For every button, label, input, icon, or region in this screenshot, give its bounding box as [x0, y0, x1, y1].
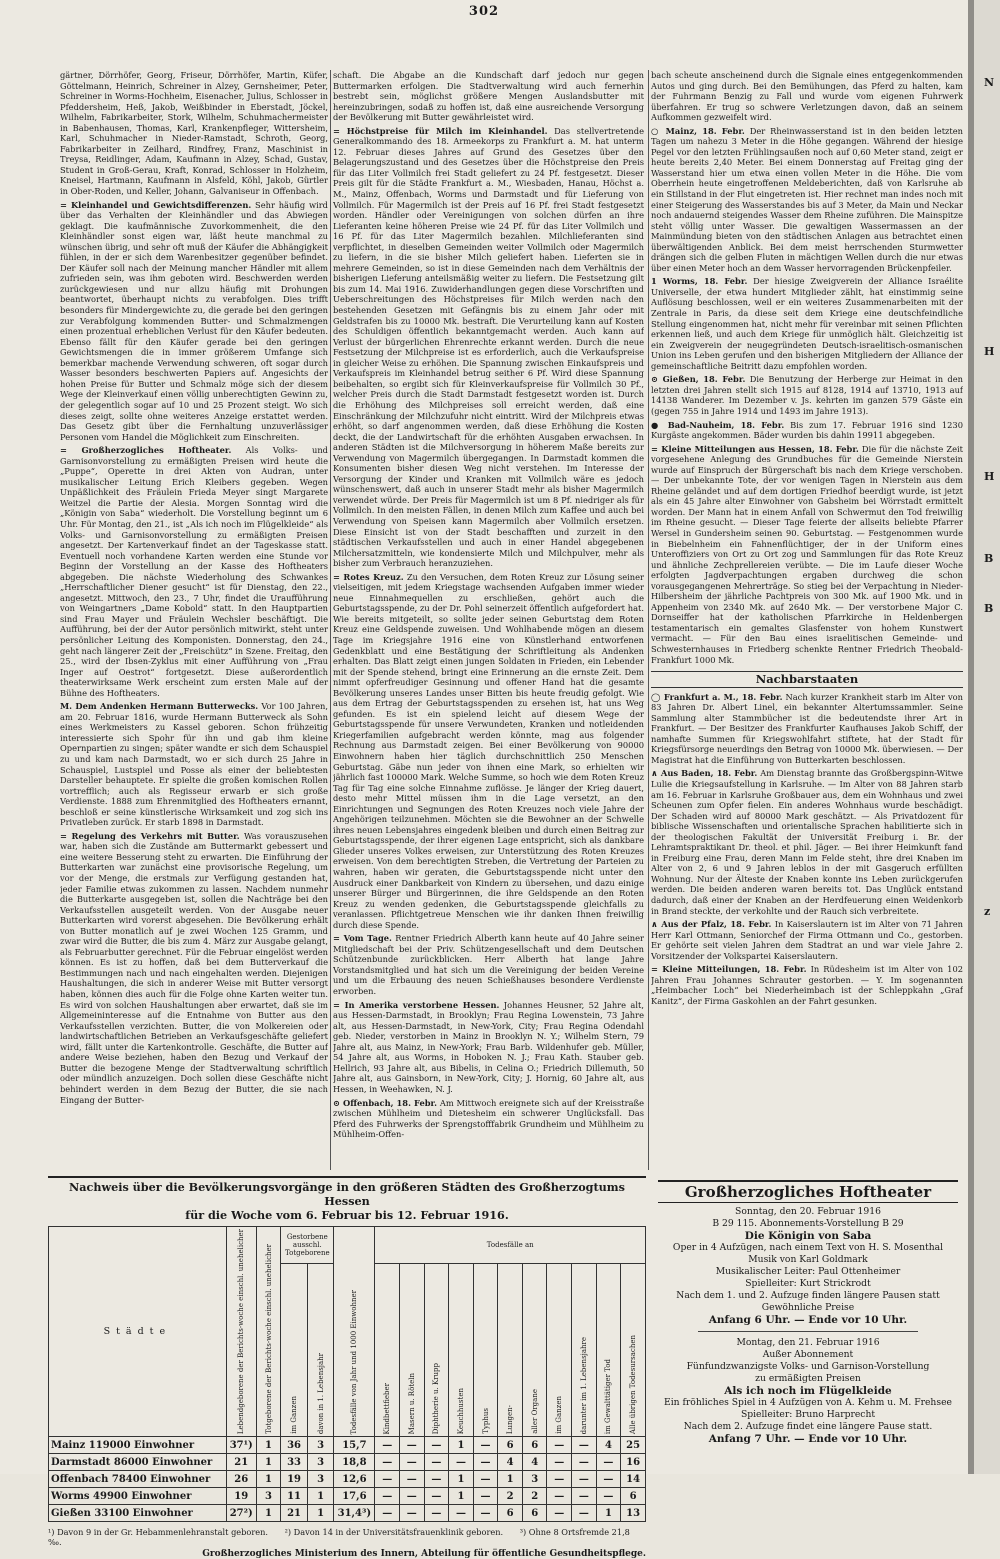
article-text: Sehr häufig wird über das Verhalten der Kleinhändler und das Abwiegen geklagt. Die kaufmännische Zuvorkommenheit, die den Kleinhändler sonst eigen war, läßt heute manchmal zu wünschen übrig, und sehr oft muß der Käufer die Abhängigkeit fühlen, in der er sich dem Warenbesitzer gegenüber befindet. Der Käufer soll nach der Meinung mancher Händler mit allem zufrieden sein, was ihm geboten wird. Beschwerden werden zurückgewiesen und nur allzu häufig mit Drohungen beantwortet, überhaupt nichts zu verabfolgen. Dies trifft besonders für Mindergewichte zu, die gerade bei den geringen zur Verabfolgung kommenden Butter- und Schmalzmengen einen prozentual erheblichen Verlust für den Käufer bedeuten. Ebenso fällt für den Käufer gerade bei den geringen Gewichtsmengen die in immer größerem Umfange sich bemerkbar machende Verwendung schweren, oft sogar durch Wasser besonders beschwerten Papiers auf. Angesichts der hohen Preise für Butter und Schmalz möge sich der diesem Wege der Kleinverkauf einen völlig unberechtigten Gewinn zu, der gelegentlich sogar auf 10 und 25 Prozent steigt. Wo sich dieses zeigt, sollte ohne weiteres Anzeige erstattet werden. Das Gesetz gibt über die Fernhaltung unzuverlässiger Personen vom Handel die Möglichkeit zum Einschreiten.: [60, 199, 328, 442]
ad-play-2-desc: Ein fröhliches Spiel in 4 Aufzügen von A. Kehm u. M. Frehsee: [664, 1397, 952, 1408]
article-lead: ○ Mainz, 18. Febr.: [651, 125, 745, 136]
table-cell: 19: [281, 1471, 308, 1488]
table-header-row: [49, 1227, 646, 1264]
article-paragraph: [333, 70, 644, 123]
table-cell: —: [547, 1454, 572, 1471]
table-cell: 6: [498, 1437, 523, 1454]
adjacent-page-edge: [968, 0, 1000, 1474]
column-header-label: darunter im 1. Lebensjahre: [579, 1336, 588, 1435]
edge-letter: H: [984, 345, 995, 358]
city-cell: Gießen 33100 Einwohner: [49, 1505, 227, 1522]
ad-play-1-music: Musik von Karl Goldmark: [748, 1254, 868, 1265]
population-statistics: [48, 1176, 646, 1559]
table-cell: —: [473, 1471, 498, 1488]
table-cell: 16: [621, 1454, 646, 1471]
table-cell: —: [400, 1437, 425, 1454]
article-text: Vor 100 Jahren, am 20. Februar 1816, wurde Hermann Butterweck als Sohn eines Werkmeisters zu Kassel geboren. Schon frühzeitig interessierte sich Spohr für ihn und gab ihm kleine Opernpartien zu singen; später wandte er sich dem Schauspiel zu und kam nach Darmstadt, wo er sich durch 25 Jahre in Schauspiel, Lustspiel und Posse als einer der beliebtesten Darsteller behauptete. Er spielte die großen komischen Rollen vortrefflich; auch als Regisseur erwarb er sich große Verdienste. 1888 zum Ehrenmitglied des Hoftheaters ernannt, beschloß er seine künstlerische Wirksamkeit und zog sich ins Privatleben zurück. Er starb 1898 in Darmstadt.: [60, 701, 328, 828]
article-text: Am Mittwoch ereignete sich auf der Kreisstraße zwischen Mühlheim und Dietesheim ein schwerer Unglücksfall. Das Pferd des Fuhrwerks der Sprengstofffabrik Grundheim und Mühlheim zu Mühlheim-Offen-: [333, 1097, 644, 1140]
column-divider: [648, 70, 649, 1170]
table-cell: —: [375, 1437, 400, 1454]
article-paragraph: [60, 445, 328, 698]
article-lead: = Kleine Mitteilungen aus Hessen, 18. Febr.: [651, 443, 859, 454]
deaths-group-header: Gestorbene ausschl. Totgeborene: [281, 1227, 334, 1264]
ad-play-2-kind: Fünfundzwanzigste Volks- und Garnison-Vorstellung: [686, 1361, 930, 1372]
table-cell: 26: [226, 1471, 256, 1488]
ad-play-1-title: Die Königin von Saba: [744, 1230, 872, 1242]
article-text: Der hiesige Zweigverein der Alliance Israélite Universelle, der etwa hundert Mitglieder zählt, hat einstimmig seine Auflösung beschlossen, weil er ein weiteres Zusammenarbeiten mit der Zentrale in Paris, da diese seit dem Kriege eine deutschfeindliche Stellung eingenommen hat, nicht mehr für vereinbar mit seinen Pflichten erkennen ließ, und auch dem Kriege für unmöglich hält. Gleichzeitig ist ein Zweigverein der neugegründeten Deutsch-israelitisch-osmanischen Union ins Leben gerufen und den bisherigen Mitgliedern der Alliance der gemeinschaftliche Beitritt dazu empfohlen worden.: [651, 276, 963, 371]
table-title: [48, 1176, 646, 1222]
table-cell: —: [424, 1437, 449, 1454]
ad-play-1-pauses: Nach dem 1. und 2. Aufzuge finden längere Pausen statt: [676, 1290, 940, 1301]
article-paragraph: [651, 420, 963, 441]
column-header-label: Alle übrigen Todesursachen: [629, 1335, 638, 1435]
table-cell: —: [424, 1471, 449, 1488]
page-number: 302: [468, 4, 500, 19]
article-lead: ∧ Aus Baden, 18. Febr.: [651, 768, 758, 779]
article-text: bach scheute anscheinend durch die Signale eines entgegenkommenden Autos und ging durch. Bei den Bemühungen, das Pferd zu halten, kam der Fuhrmann Benzig zu Fall und wurde vom eigenen Fuhrwerk überfahren. Er trug so schwere Verletzungen davon, daß an seinem Aufkommen gezweifelt wird.: [651, 70, 963, 123]
article-text: Die für die nächste Zeit vorgesehene Anlegung des Grundbuches für die Gemeinde Nierstein wurde auf Einspruch der Bürgerschaft bis nach dem Kriege verschoben. — Der unbekannte Tote, der vor wenigen Tagen in Nierstein aus dem Rheine geländet und auf dem dortigen Friedhof beerdigt wurde, ist jetzt als ein 45 Jahre alter Einwohner von Gabsheim bei Wörrstadt ermittelt worden. Der Mann hat in einem Anfall von Schwermut den Tod freiwillig im Rheine gesucht. — Dieser Tage feierte der allseits beliebte Pfarrer Wersel in Gundersheim seinen 90. Geburtstag. — Festgenommen wurde in Biebelnheim ein Fahnenflüchtiger, der in der Uniform eines Unteroffiziers von Ort zu Ort zog und Sammlungen für das Rote Kreuz und ähnliche Zechprellereien verübte. — Die im Laufe dieser Woche erfolgten Jagdverpachtungen ergaben durchweg die schon vorausgegangenen Mehrerträge. So stieg bei der Verpachtung in Nieder-Hilbersheim der jährliche Pachtpreis von 300 Mk. auf 1900 Mk. und in Appenheim von 2340 Mk. auf 2640 Mk. — Der verstorbene Major C. Dornseiffer hat der katholischen Pfarrkirche in Heldenbergen testamentarisch ein gemaltes Glasfenster von hohem Kunstwert vermacht. — Für den Bau eines israelitischen Gemeinde- und Schwesternhauses in Friedberg schenkte Rentner Friedrich Theobald-Frankfurt 1000 Mk.: [651, 443, 963, 665]
article-lead: = In Amerika verstorbene Hessen.: [333, 999, 500, 1010]
footnote-3: ³) Ohne 8 Ortsfremde 21,8 ‰.: [48, 1527, 630, 1548]
city-cell: Offenbach 78400 Einwohner: [49, 1471, 227, 1488]
column-header: [498, 1264, 523, 1437]
column-1: [60, 70, 328, 1178]
table-row: [49, 1488, 646, 1505]
table-cell: 11: [281, 1488, 308, 1505]
table-signature: Großherzogliches Ministerium des Innern, Abteilung für öffentliche Gesundheitspflege.: [202, 1549, 646, 1559]
column-header: [572, 1264, 597, 1437]
table-title-line-1: Nachweis über die Bevölkerungsvorgänge in den größeren Städten des Großherzogtums Hessen: [69, 1180, 625, 1208]
article-lead: = Kleine Mitteilungen, 18. Febr.: [651, 964, 807, 975]
table-cell: —: [572, 1437, 597, 1454]
table-cell: 6: [522, 1505, 547, 1522]
article-paragraph: [651, 768, 963, 916]
table-cell: 6: [621, 1488, 646, 1505]
article-lead: = Vom Tage.: [333, 933, 392, 944]
table-cell: —: [572, 1488, 597, 1505]
column-header-label: davon in 1. Lebensjahr: [316, 1353, 325, 1435]
table-cell: 17,6: [334, 1488, 375, 1505]
column-divider: [330, 70, 331, 1170]
table-cell: 4: [522, 1454, 547, 1471]
article-lead: ⊙ Offenbach, 18. Febr.: [333, 1097, 438, 1108]
table-cell: —: [572, 1454, 597, 1471]
table-cell: —: [473, 1488, 498, 1505]
article-text: In Rüdesheim ist im Alter von 102 Jahren Frau Johannes Schrauter gestorben. — Y. Im sogenannten „Heimbacher Loch“ bei Niederheimbach ist der Schleppkahn „Graf Kanitz“, der Firma Gaskohlen an der Fahrt gesunken.: [651, 964, 963, 1006]
table-cell: 27²): [226, 1505, 256, 1522]
article-paragraph: [333, 1000, 644, 1095]
ad-subscription: B 29 115. Abonnements-Vorstellung B 29: [712, 1218, 904, 1229]
article-text: Die Benutzung der Herberge zur Heimat in den letzten drei Jahren stellt sich 1915 auf 8128, 1914 auf 13710, 1913 auf 14138 Wanderer. Im Dezember v. Js. kehrten im ganzen 579 Gäste ein (gegen 755 in Jahre 1914 und 1493 im Jahre 1913).: [651, 374, 963, 416]
table-row: [49, 1454, 646, 1471]
table-cell: 1: [256, 1454, 281, 1471]
table-cell: 37¹): [226, 1437, 256, 1454]
column-header: [424, 1264, 449, 1437]
ad-play-1-time: Anfang 6 Uhr. — Ende vor 10 Uhr.: [708, 1314, 908, 1326]
edge-letter: B: [984, 602, 994, 615]
article-lead: = Kleinhandel und Gewichtsdifferenzen.: [60, 199, 252, 210]
column-header-label: Diphtherie u. Krupp: [432, 1362, 441, 1435]
city-cell: Darmstadt 86000 Einwohner: [49, 1454, 227, 1471]
edge-letter: B: [984, 552, 994, 565]
ad-date-2: Montag, den 21. Februar 1916: [736, 1337, 880, 1348]
article-paragraph: [60, 200, 328, 443]
table-cell: 14: [621, 1471, 646, 1488]
column-header: [307, 1264, 334, 1437]
column-header-label: Keuchhusten: [456, 1387, 465, 1435]
city-header: Städte: [49, 1227, 227, 1437]
article-paragraph: [651, 70, 963, 123]
column-header-label: Todesfälle von Jahr und 1000 Einwohner: [350, 1289, 359, 1435]
table-cell: —: [547, 1437, 572, 1454]
statistics-table: [48, 1226, 646, 1522]
column-header: [400, 1264, 425, 1437]
table-cell: 6: [522, 1437, 547, 1454]
article-paragraph: [651, 964, 963, 1006]
column-header-label: Kindbettfieber: [383, 1382, 392, 1435]
article-lead: ● Bad-Nauheim, 18. Febr.: [651, 419, 785, 430]
table-cell: 18,8: [334, 1454, 375, 1471]
edge-letter: N: [984, 76, 995, 89]
ad-play-2-pauses: Nach dem 2. Aufzuge findet eine längere Pause statt.: [683, 1421, 933, 1432]
city-cell: Mainz 119000 Einwohner: [49, 1437, 227, 1454]
ad-play-2-prices: zu ermäßigten Preisen: [755, 1373, 861, 1384]
table-cell: —: [596, 1471, 621, 1488]
column-header: [522, 1264, 547, 1437]
table-cell: 19: [226, 1488, 256, 1505]
column-header: [473, 1264, 498, 1437]
article-text: Am Dienstag brannte das Großbergspinn-Witwe Lulie die Kriegsaufstellung in Karlsruhe. — Im Alter von 88 Jahren starb am 16. Februar in Karlsruhe Großbauer aus, dem ein Wohnhaus und zwei Scheunen zum Opfer fielen. Ein anderes Wohnhaus wurde beschädigt. Der Schaden wird auf 80000 Mark geschätzt. — Als Privatdozent für biblische Wissenschaften und orientalische Sprachen habilitierte sich in der theologischen Fakultät der Universität Freiburg i. Br. der Lehramtspraktikant Dr. theol. et phil. Jäger. — Bei ihrer Heimkunft fand in Freiburg eine Frau, deren Mann im Felde steht, ihre drei Knaben im Alter von 2, 6 und 9 Jahren leblos in der mit Gasgeruch erfüllten Wohnung. Nur der Älteste der Knaben konnte ins Leben zurückgerufen werden. Die beiden anderen waren bereits tot. Das Unglück entstand dadurch, daß einer der Knaben an der Herdfeuerung einen Weidenkorb in Brand steckte, der verkohlte und der Rauch sich verbreitete.: [651, 768, 963, 916]
article-paragraph: [60, 701, 328, 828]
article-lead: = Höchstpreise für Milch im Kleinhandel.: [333, 125, 548, 136]
ad-divider: [698, 1331, 918, 1332]
column-header: [256, 1227, 281, 1437]
table-cell: 4: [498, 1454, 523, 1471]
table-cell: 1: [498, 1471, 523, 1488]
edge-letter: H: [984, 470, 995, 483]
column-header-label: Lungen-: [506, 1405, 515, 1435]
column-3: [651, 70, 963, 1178]
table-cell: 1: [449, 1471, 474, 1488]
adjacent-page: [974, 0, 1000, 1474]
article-lead: ⊙ Gießen, 18. Febr.: [651, 374, 746, 385]
column-2: [333, 70, 644, 1178]
table-cell: 3: [522, 1471, 547, 1488]
article-paragraph: [651, 374, 963, 416]
column-header: [334, 1227, 375, 1437]
article-text: Der Rheinwasserstand ist in den beiden letzten Tagen um nahezu 3 Meter in die Höhe gegangen. Während der hiesige Pegel vor den letzten Frühlingsaußen noch auf 0,60 Meter stand, zeigt er heute bereits 2,40 Meter. Bei einem Donnerstag auf Freitag ging der Wasserstand hier um etwa einen vollen Meter in die Höhe. Die vom Oberrhein heute eingetroffenen Meldeberichten, daß von Karlsruhe ab ein Stillstand in der Flut eingetreten ist. Hier rechnet man indes noch mit einer Steigerung des Wasserstandes bis auf 3 Meter, da Main und Neckar noch andauernd steigendes Wasser dem Rheine zuführen. Die Mainspitze steht völlig unter Wasser. Die gewaltigen Wassermassen an der Mainmündung bieten von den städtischen Anlagen aus betrachtet einen überwältigenden Anblick. Bei dem meist herrschenden Sturmwetter drängen sich die gelben Fluten in mächtigen Wellen durch die nur etwas über einen Meter hoch an dem Wasser hervorragenden Brückenpfeiler.: [651, 125, 963, 273]
table-cell: 36: [281, 1437, 308, 1454]
table-cell: 6: [498, 1505, 523, 1522]
section-heading: Nachbarstaaten: [651, 671, 963, 688]
table-cell: 21: [281, 1505, 308, 1522]
article-paragraph: [651, 692, 963, 766]
ad-extra: Außer Abonnement: [762, 1349, 854, 1360]
table-cell: 1: [307, 1505, 334, 1522]
article-lead: 1 Worms, 18. Febr.: [651, 276, 748, 287]
article-text: Das stellvertretende Generalkommando des 18. Armeekorps zu Frankfurt a. M. hat unterm 12. Februar dieses Jahres auf Grund des Gesetzes über den Belagerungszustand und des Gesetzes über die Höchstpreise den Preis für das Liter Vollmilch frei Stadt geliefert zu 24 Pf. festgesetzt. Dieser Preis gilt für die Städte Frankfurt a. M., Wiesbaden, Hanau, Höchst a. M., Mainz, Offenbach, Worms und Darmstadt und für Lieferung von Vollmilch. Für Magermilch ist der Preis auf 16 Pf. frei Stadt festgesetzt worden. Händler oder Vereinigungen von solchen dürfen an ihre Lieferanten keine höheren Preise wie 24 Pf. für das Liter Vollmilch und 16 Pf. für das Liter Magermilch bezahlen. Milchlieferanten sind verpflichtet, in dieselben Gemeinden weiter Vollmilch oder Magermilch zu liefern, in die sie bisher Milch geliefert haben. Lieferten sie in mehrere Gemeinden, so ist in diese Gemeinden nach dem Verhältnis der bisherigen Lieferung anteilsmäßig weiter zu liefern. Die Festsetzung gilt bis zum 14. Mai 1916. Zuwiderhandlungen gegen diese Vorschriften und Ueberschreitungen des Höchstpreises für Milch werden nach den bestehenden Gesetzen mit Gefängnis bis zu einem Jahr oder mit Geldstrafen bis zu 10000 Mk. bestraft. Die Verurteilung kann auf Kosten des Schuldigen öffentlich bekanntgemacht werden. Auch kann auf Verlust der bürgerlichen Ehrenrechte erkannt werden. Durch die neue Festsetzung der Milchpreise ist es erforderlich, auch die Verkaufspreise in gleicher Weise zu erhöhen. Die Spannung zwischen Einkaufspreis und Verkaufspreis im Kleinhandel betrug seither 6 Pf. Wird diese Spannung beibehalten, so ergibt sich für Kleinverkaufspreise für Vollmilch 30 Pf., welcher Preis durch die Stadt Darmstadt festgesetzt worden ist. Durch die Erhöhung des Milchpreises soll erreicht werden, daß eine Einschränkung der Milchzufuhr nicht eintritt. Wird der Milchpreis etwas erhöht, so darf angenommen werden, daß diese Erhöhung die Kosten deckt, die der Landwirtschaft für die erhöhten Ausgaben erwachsen. In anderen Städten ist die Milchversorgung in höherem Maße bereits zur Verwendung von Magermilch übergegangen. In Darmstadt kommen die Konsumenten bisher diesen Weg nicht verstehen. Im Interesse der Versorgung der Kinder und Kranken mit Vollmilch wäre es jedoch wünschenswert, daß auch in unserer Stadt mehr als bisher Magermilch verwendet würde. Der Preis für Magermilch ist um 8 Pf. niedriger als für Vollmilch. In den meisten Fällen, in denen Milch zum Kaffee und auch bei Verwendung von Speisen kann Magermilch aber Vollmilch ersetzen. Diese Einsicht ist von der Stadt beschafften und zurzeit in den städtischen Verkaufsstellen und auch in einer Handel abgegebenen Milchersatzmitteln, wie kondensierte Milch und Milchpulver, mehr als bisher zum Verbrauch heranzuziehen.: [333, 125, 644, 569]
table-cell: —: [473, 1437, 498, 1454]
column-header: [281, 1264, 308, 1437]
table-footnotes: [48, 1527, 646, 1547]
table-cell: —: [572, 1471, 597, 1488]
article-text: Johannes Heusner, 52 Jahre alt, aus Hessen-Darmstadt, in Brooklyn; Frau Regina Lowenstein, 73 Jahre alt, aus Hessen-Darmstadt, in New-York, City; Frau Regina Odendahl geb. Nieder, verstorben in Mainz in Brooklyn N. Y.; Wilhelm Stern, 79 Jahre alt, aus Mainz, in New-York; Frau Barb. Wildenhufer geb. Müller, 54 Jahre alt, aus Worms, in Hoboken N. J.; Frau Kath. Stauber geb. Hellrich, 93 Jahre alt, aus Bibelis, in Celina O.; Friedrich Dillemuth, 50 Jahre alt, aus Gainsborn, in New-York, City; J. Hornig, 60 Jahre alt, aus Hessen, in Weehawken, N. J.: [333, 999, 644, 1094]
footnote-2: ²) Davon 14 in der Universitätsfrauenklinik geboren.: [284, 1527, 504, 1538]
table-cell: —: [596, 1454, 621, 1471]
article-text: Rentner Friedrich Alberth kann heute auf 40 Jahre seiner Mitgliedschaft bei der Priv. Schützengesellschaft und dem Deutschen Schützenbunde zurückblicken. Herr Alberth hat lange Jahre Vorstandsmitglied und hat sich um die Vereinigung der beiden Vereine und um die Erbauung des neuen Schießhauses besondere Verdienste erworben.: [333, 933, 644, 997]
ad-play-1-conductor: Musikalischer Leiter: Paul Ottenheimer: [715, 1266, 901, 1277]
table-cell: —: [400, 1454, 425, 1471]
ad-title: Großherzogliches Hoftheater: [658, 1182, 958, 1203]
table-cell: 25: [621, 1437, 646, 1454]
table-cell: —: [400, 1471, 425, 1488]
ad-date-1: Sonntag, den 20. Februar 1916: [735, 1206, 881, 1217]
article-paragraph: [333, 933, 644, 996]
column-header: [547, 1264, 572, 1437]
article-paragraph: [651, 444, 963, 665]
table-cell: 1: [596, 1505, 621, 1522]
edge-letter: z: [984, 905, 991, 918]
article-lead: ◯ Frankfurt a. M., 18. Febr.: [651, 691, 783, 702]
table-cell: —: [547, 1471, 572, 1488]
table-cell: 1: [449, 1488, 474, 1505]
article-text: Was vorauszusehen war, haben sich die Zustände am Buttermarkt gebessert und eine weitere Besserung steht zu erwarten. Die Einführung der Butterkarten war zunächst eine provisorische Regelung, um vor der Menge, die erstmals zur Verfügung gestanden hat, jeder Familie etwas zukommen zu lassen. Nachdem nunmehr die Butterkarte ausgegeben ist, sollen die Nachträge bei den Verkaufsstellen ausgeteilt werden. Von der Ausgabe neuer Butterkarten wird vorerst abgesehen. Die Bevölkerung erhält von Butter monatlich auf je zwei Wochen 125 Gramm, und zwar wird die Butter, die bis zum 4. März zur Ausgabe gelangt, als Februarbutter gerechnet. Für die Februar eingelöst werden können. Es ist zu hoffen, daß bei dem Butterverkauf die Bestimmungen nach und nach eingehalten werden. Diejenigen Haushaltungen, die sich in anderer Weise mit Butter versorgt haben, können dies auch für die Folge ohne Karten weiter tun. Es wird von solchen Haushaltungen aber erwartet, daß sie im Allgemeininteresse auf die Entnahme von Butter aus den Verkaufsstellen verzichten. Butter, die von Molkereien oder landwirtschaftlichen Betrieben an Verkaufsgeschäfte geliefert wird, fällt unter die Kartenkontrolle. Geschäfte, die Butter auf andere Weise beziehen, haben den Bezug und Verkauf der Butter die bezogene Menge der Stadtverwaltung schriftlich oder mündlich anzuzeigen. Doch sollen diese Geschäfte nicht behindert werden in dem Bezug der Butter, die sie nach Eingang der Butter-: [60, 830, 328, 1105]
table-cell: 1: [256, 1505, 281, 1522]
table-row: [49, 1505, 646, 1522]
table-cell: —: [400, 1488, 425, 1505]
table-cell: 4: [596, 1437, 621, 1454]
article-text: Bis zum 17. Februar 1916 sind 1230 Kurgäste angekommen. Bäder wurden bis dahin 19911 abgegeben.: [651, 419, 963, 441]
article-paragraph: [333, 126, 644, 569]
table-cell: 1: [449, 1437, 474, 1454]
column-header-label: Masern u. Röteln: [407, 1372, 416, 1435]
article-text: schaft. Die Abgabe an die Kundschaft darf jedoch nur gegen Buttermarken erfolgen. Die Stadtverwaltung wird auch fernerhin bestrebt sein, möglichst größere Mengen Auslandsbutter mit hereinzubringen, sodaß zu hoffen ist, daß eine ausreichende Versorgung der Bevölkerung mit Butter gewährleistet wird.: [333, 70, 644, 123]
column-header-label: im Ganzen: [290, 1396, 299, 1435]
table-cell: —: [424, 1488, 449, 1505]
column-header-label: im Ganzen: [555, 1396, 564, 1435]
article-lead: = Regelung des Verkehrs mit Butter.: [60, 830, 240, 841]
table-cell: 1: [307, 1488, 334, 1505]
theater-advertisement: [658, 1180, 958, 1450]
article-paragraph: [60, 70, 328, 197]
column-header: [596, 1264, 621, 1437]
table-cell: —: [375, 1454, 400, 1471]
table-cell: —: [449, 1505, 474, 1522]
table-cell: —: [424, 1454, 449, 1471]
article-paragraph: [651, 919, 963, 961]
article-paragraph: [651, 276, 963, 371]
footnote-1: ¹) Davon 9 in der Gr. Hebammenlehranstalt geboren.: [48, 1527, 268, 1538]
ad-play-2-time: Anfang 7 Uhr. — Ende vor 10 Uhr.: [708, 1433, 908, 1445]
article-lead: = Großherzogliches Hoftheater.: [60, 445, 232, 456]
table-cell: 3: [307, 1454, 334, 1471]
article-text: gärtner, Dörrhöfer, Georg, Friseur, Dörrhöfer, Martin, Küfer, Göttelmann, Heinrich, Schreiner in Alzey, Gernsheimer, Peter, Schreiner in Worms-Hochheim, Eisenacher, Julius, Schlosser in Pfeddersheim, Heß, Jakob, Weißbinder in Eberstadt, Jöckel, Wilhelm, Fabrikarbeiter, Stork, Wilhelm, Schuhmachermeister in Babenhausen, Thomas, Karl, Krankenpfleger, Wittersheim, Karl, Schuhmacher in Nieder-Ramstadt, Schroth, Georg, Fabrikarbeiter in Zeilhard, Rindfrey, Franz, Maschinist in Treysa, Reidlinger, Adam, Kaufmann in Alzey, Schad, Gustav, Student in Groß-Gerau, Kraft, Konrad, Schlosser in Holzheim, Kneisel, Hartmann, Kaufmann in Alsfeld, Köhl, Jakob, Gürtler in Ober-Roden, und Keller, Johann, Galvaniseur in Offenbach.: [60, 70, 328, 197]
ad-play-2-director: Spielleiter: Bruno Harprecht: [740, 1409, 876, 1420]
article-paragraph: [333, 1098, 644, 1140]
article-lead: M. Dem Andenken Hermann Butterwecks.: [60, 701, 259, 712]
column-header-label: Totgeborene der Berichts-woche einschl. unehelicher: [264, 1244, 273, 1435]
table-cell: 15,7: [334, 1437, 375, 1454]
article-text: Als Volks- und Garnisonvorstellung zu ermäßigten Preisen wird heute die „Puppe“, Operette in drei Akten von Audran, unter musikalischer Leitung Erich Kleibers gegeben. Wegen Unpäßlichkeit des Fräulein Frieda Meyer singt Margarete Weitzel die Partie der Alesia. Morgen Sonntag wird die „Königin von Saba“ wiederholt. Die Vorstellung beginnt um 6 Uhr. Für Montag, den 21., ist „Als ich noch im Flügelkleide“ als Volks- und Garnisonvorstellung zu ermäßigten Preisen angesetzt. Der Kartenverkauf findet an der Tageskasse statt. Eventuell noch vorhandene Karten werden eine Stunde vor Beginn der Vorstellung an der Kasse des Hoftheaters abgegeben. Die nächste Wiederholung des Schwankes „Herrschaftlicher Diener gesucht“ ist für Dienstag, den 22., angesetzt. Mittwoch, den 23., 7 Uhr, findet die Uraufführung von Weingartners „Dame Kobold“ statt. In den Hauptpartien sind Frau Mayer und Fräulein Wechsler beschäftigt. Die Aufführung, bei der der Autor persönlich mitwirkt, steht unter persönlicher Leitung des Komponisten. Donnerstag, den 24., geht nach längerer Zeit der „Freischütz“ in Szene. Freitag, den 25., wird der Ibsen-Zyklus mit einer Aufführung von „Frau Inger auf Oestrot“ fortgesetzt. Diese außerordentlich theaterwirksame Werk erscheint zum ersten Male auf der Bühne des Hoftheaters.: [60, 445, 328, 698]
column-header-label: im Gewalttätiger Tod: [604, 1359, 613, 1435]
article-paragraph: [333, 572, 644, 931]
table-cell: 2: [498, 1488, 523, 1505]
table-row: [49, 1437, 646, 1454]
table-title-line-2: für die Woche vom 6. Februar bis 12. Februar 1916.: [185, 1208, 509, 1222]
table-cell: 12,6: [334, 1471, 375, 1488]
table-cell: 2: [522, 1488, 547, 1505]
article-paragraph: [60, 831, 328, 1105]
table-cell: —: [473, 1454, 498, 1471]
ad-play-2-title: Als ich noch im Flügelkleide: [724, 1385, 892, 1397]
ad-play-1-director: Spielleiter: Kurt Strickrodt: [745, 1278, 871, 1289]
table-row: [49, 1471, 646, 1488]
table-cell: —: [375, 1505, 400, 1522]
article-lead: = Rotes Kreuz.: [333, 571, 404, 582]
table-cell: —: [547, 1488, 572, 1505]
column-header-label: Lebendgeborene der Berichts-woche einschl. unehelicher: [237, 1229, 246, 1435]
ad-play-1-prices: Gewöhnliche Preise: [761, 1302, 855, 1313]
table-cell: 31,4³): [334, 1505, 375, 1522]
article-paragraph: [651, 126, 963, 274]
column-header: [449, 1264, 474, 1437]
table-cell: 1: [256, 1471, 281, 1488]
table-cell: —: [400, 1505, 425, 1522]
column-header: [226, 1227, 256, 1437]
column-header-label: Typhus: [481, 1408, 490, 1435]
table-cell: —: [375, 1471, 400, 1488]
city-cell: Worms 49900 Einwohner: [49, 1488, 227, 1505]
table-cell: 1: [256, 1437, 281, 1454]
table-cell: —: [473, 1505, 498, 1522]
column-header: [621, 1264, 646, 1437]
causes-group-header: Todesfälle an: [375, 1227, 646, 1264]
table-cell: —: [572, 1505, 597, 1522]
table-cell: 13: [621, 1505, 646, 1522]
article-text: In Kaiserslautern ist im Alter von 71 Jahren Herr Karl Ottmann, Seniorchef der Firma Ottmann und Co., gestorben. Er gehörte seit vielen Jahren dem Stadtrat an und war viele Jahre 2. Vorsitzender der Volkspartei Kaiserslautern.: [651, 919, 963, 961]
table-cell: 33: [281, 1454, 308, 1471]
table-cell: —: [449, 1454, 474, 1471]
article-text: Zu den Versuchen, dem Roten Kreuz zur Lösung seiner vielseitigen, mit jedem Kriegstage wachsenden Aufgaben immer wieder neue Einnahmequellen zu erschließen, gehört auch die Geburtstagsspende, zu der Dr. Pohl seinerzeit öffentlich aufgefordert hat. Wie bereits mitgeteilt, so sollte jeder seinen Geburtstag dem Roten Kreuz eine Geldspende zuweisen. Und Wohlhabende mögen an diesem Tage im Kriegsjahre 1916 eine von Künstlerhand entworfenen Gedenkblatt und eine Bestätigung der Schriftleitung als Andenken erhalten. Das Blatt zeigt einen jungen Soldaten in Frieden, ein Lebender mit der Spende stehend, bringt eine Erinnerung an die ernste Zeit. Dem nimmt opferfreudiger Gesinnung und offener Hand hat die gesamte Bevölkerung unseres Landes unser Bitten bis heute freudig gefolgt. Wie aus dem Ertrag der Geburtstagsspenden zu ersehen ist, hat uns Weg gefunden. Es ist ein spielend leicht auf diesem Wege der Geburtstagsspende für unsere Verwundeten, Kranken und notleidenden Kriegerfamilien aufgebracht werden könnte, mag aus folgender Rechnung aus Darmstadt zeigen. Bei einer Bevölkerung von 90000 Einwohnern haben hier täglich durchschnittlich 250 Menschen Geburtstag. Gäbe nun jeder von ihnen eine Mark, so erhielten wir jährlich fast 100000 Mark. Welche Summe, so hoch wie dem Roten Kreuz Tag für Tag eine solche Einnahme zuflösse. Je länger der Krieg dauert, desto mehr Mittel müssen ihm in die Lage versetzt, an den Einrichtungen und Segnungen des Roten Kreuzes noch viele Jahre der Angehörigen teilzunehmen. Möchten sie die Bewohner an der Schwelle ihres neuen Lebensjahres eingedenk bleiben und durch einen Beitrag zur Geburtstagsspende, der ihrer eigenen Lage entspricht, sich als dankbare Glieder unseres Volkes erweisen, zur Unterstützung des Roten Kreuzes erweisen. Von dem berechtigten Streben, die Vertretung der Parteien zu wahren, haben wir geraten, die Geburtstagsspende nicht unter den Ausdruck einer Dankbarkeit von Kindern zu übersehen, und dazu einige unserer Bürger und Bürgerinnen, die ihre Geldspende an den Roten Kreuz zu wenden gedenken, die Geburtstagsspende gleichfalls zu veranlassen. Pflichtgetreue Menschen wie ihr danken Ihnen freiwillig durch diese Spende.: [333, 571, 644, 930]
article-text: Nach kurzer Krankheit starb im Alter von 83 Jahren Dr. Albert Linel, ein bekannter Altertumssammler. Seine Sammlung alter Stammbücher ist die bedeutendste ihrer Art in Frankfurt. — Der Besitzer des Frankfurter Kaufhauses Jakob Schiff, der namhafte Summen für Kriegswohlfahrt stiftete, hat der Stadt für Kriegsfürsorge neuerdings den Betrag von 10000 Mk. überwiesen. — Der Magistrat hat die Einführung von Butterkarten beschlossen.: [651, 691, 963, 765]
table-cell: —: [596, 1488, 621, 1505]
table-cell: 3: [307, 1471, 334, 1488]
column-header-label: aller Organe: [530, 1389, 539, 1435]
table-cell: 21: [226, 1454, 256, 1471]
table-cell: —: [375, 1488, 400, 1505]
ad-play-1-desc: Oper in 4 Aufzügen, nach einem Text von H. S. Mosenthal: [672, 1242, 944, 1253]
table-cell: 3: [256, 1488, 281, 1505]
table-cell: —: [547, 1505, 572, 1522]
column-header: [375, 1264, 400, 1437]
article-lead: ∧ Aus der Pfalz, 18. Febr.: [651, 919, 772, 930]
table-cell: —: [424, 1505, 449, 1522]
table-cell: 3: [307, 1437, 334, 1454]
